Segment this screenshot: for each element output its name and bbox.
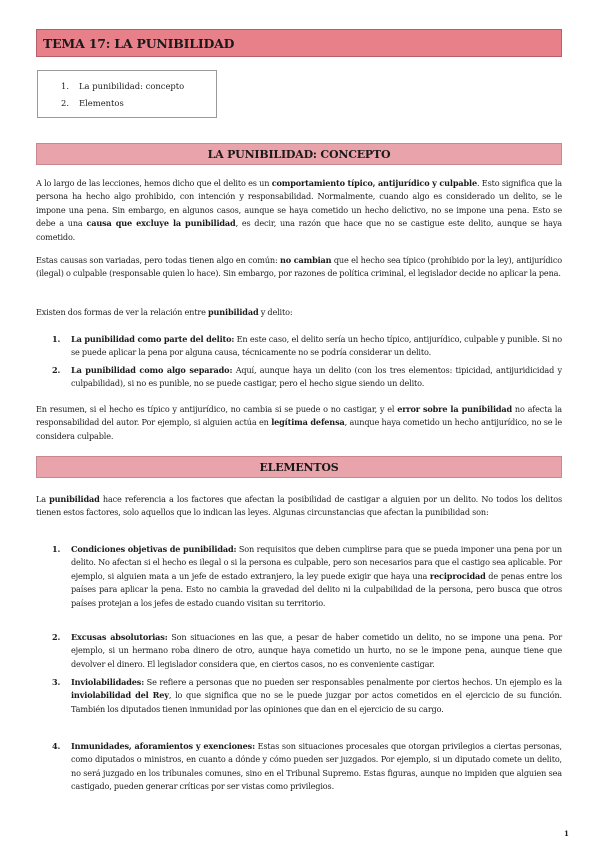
list-item-text xyxy=(71,631,562,671)
text: Aquí, aunque haya un delito (con los tres elementos: tipicidad, antijuridicidad y culpabilidad), si no es punible, no se puede castigar, pero el hecho sigue siendo un delito. xyxy=(71,365,562,389)
paragraph xyxy=(36,177,562,244)
text: de penas entre los países para aplicar la pena. Esto no cambia la gravedad del delito ni la culpabilidad de la persona, pero busca que otros países protejan a los jefes de estado cuando visitan su territorio. xyxy=(71,570,563,608)
text: , lo que significa que no se le puede juzgar por actos cometidos en el ejercicio de su función. También los diputados tienen inmunidad por las opiniones que dan en el ejercicio de su cargo. xyxy=(71,690,562,714)
bold-text: no cambian xyxy=(280,255,332,265)
toc-item-label: La punibilidad: concepto xyxy=(79,80,185,91)
list-item-text xyxy=(71,333,562,360)
paragraph xyxy=(36,403,562,443)
toc-item xyxy=(38,77,216,94)
text: no afecta la responsabilidad del autor. Por ejemplo, si alguien actúa en xyxy=(36,404,562,428)
toc-item-number: 1. xyxy=(61,80,69,91)
list-item-number: 3. xyxy=(52,677,61,687)
text: Estas causas son variadas, pero todas tienen algo en común: xyxy=(36,255,281,265)
list-item xyxy=(52,631,562,671)
list-item xyxy=(52,676,562,716)
list-item xyxy=(52,740,562,794)
list-item xyxy=(52,364,562,391)
list-item-text xyxy=(71,364,562,391)
bold-text: Excusas absolutorias: xyxy=(71,632,168,642)
page-number: 1 xyxy=(564,829,569,838)
toc-item-number: 2. xyxy=(61,97,69,108)
text: Son situaciones en las que, a pesar de haber cometido un delito, no se impone una pena. Por ejemplo, si un hermano roba dinero de otro, aunque haya cometido un hurto, no se le impone pena, aunque tiene que devolver el dinero. El legislador considera que, en ciertos casos, no es conveniente castigar. xyxy=(71,632,562,669)
text: . Esto significa que la persona ha hecho algo prohibido, con intención y responsabilidad. Normalmente, cuando algo es considerado un delito, se le impone una pena. Sin embargo, en algunos casos, aunque se haya cometido un hecho delictivo, no se impone una pena. Esto se debe a una xyxy=(36,178,562,229)
list-item xyxy=(52,543,562,610)
list-item-number: 1. xyxy=(52,334,61,344)
text: Son requisitos que deben cumplirse para que se pueda imponer una pena por un delito. No afectan si el hecho es ilegal o si la persona es culpable, pero son necesarios para que el castigo sea aplicable. Por ejemplo, si alguien mata a un jefe de estado extranjero, la ley puede exigir que haya una xyxy=(71,544,562,581)
bold-text: error sobre la punibilidad xyxy=(397,404,513,414)
bold-text: inviolabilidad del Rey xyxy=(71,690,169,701)
toc-item-label: Elementos xyxy=(79,97,124,108)
bold-text: Inviolabilidades: xyxy=(71,677,145,687)
list-item-number: 4. xyxy=(52,741,61,751)
bold-text: La punibilidad como algo separado: xyxy=(71,365,233,375)
paragraph xyxy=(36,306,562,319)
list-item xyxy=(52,333,562,360)
text: La xyxy=(36,494,50,504)
text: Existen dos formas de ver la relación entre xyxy=(36,307,208,317)
text: En este caso, el delito sería un hecho típico, antijurídico, culpable y punible. Si no se puede aplicar la pena por alguna causa, técnicamente no se podría considerar un delito. xyxy=(71,334,563,358)
section-heading-elementos xyxy=(36,456,562,478)
section-heading-text: ELEMENTOS xyxy=(259,460,339,474)
text: hace referencia a los factores que afectan la posibilidad de castigar a alguien por un delito. No todos los delitos tienen estos factores, solo aquellos que lo indican las leyes. Algunas circunstancias que afectan la punibilidad son: xyxy=(36,494,562,518)
list-item-number: 2. xyxy=(52,632,61,642)
bold-text: Condiciones objetivas de punibilidad: xyxy=(71,544,237,554)
text: , es decir, una razón que hace que no se castigue este delito, aunque se haya cometido. xyxy=(36,218,562,242)
section-heading-text: LA PUNIBILIDAD: CONCEPTO xyxy=(207,147,391,161)
bold-text: punibilidad xyxy=(207,307,259,317)
table-of-contents xyxy=(37,70,217,118)
paragraph xyxy=(36,493,562,520)
list-item-number: 1. xyxy=(52,544,61,554)
bold-text: causa que excluye la punibilidad xyxy=(86,218,236,229)
bold-text: La punibilidad como parte del delito: xyxy=(71,334,235,344)
text: Se refiere a personas que no pueden ser responsables penalmente por ciertos hechos. Un ejemplo es la xyxy=(144,677,562,687)
text: En resumen, si el hecho es típico y antijurídico, no cambia si se puede o no castigar, y el xyxy=(36,404,398,414)
paragraph xyxy=(36,254,562,281)
bold-text: legítima defensa xyxy=(271,417,345,428)
bold-text: reciprocidad xyxy=(429,570,486,581)
text: Estas son situaciones procesales que otorgan privilegios a ciertas personas, como diputados o ministros, en cuanto a dónde y cómo pueden ser juzgados. Por ejemplo, si un diputado comete un delito, no será juzgado en los tribunales comunes, sino en el Tribunal Supremo. Estas figuras, aunque no impiden que alguien sea castigado, pueden generar críticas por ser vistas como privilegios. xyxy=(71,741,562,792)
list-item-text xyxy=(71,676,562,716)
text: A lo largo de las lecciones, hemos dicho que el delito es un xyxy=(36,178,272,188)
bold-text: comportamiento típico, antijurídico y culpable xyxy=(271,178,477,188)
toc-item xyxy=(38,94,216,111)
page-title xyxy=(36,29,562,57)
text: , aunque haya cometido un hecho antijurídico, no se le considera culpable. xyxy=(36,417,562,441)
text: que el hecho sea típico (prohibido por la ley), antijurídico (ilegal) o culpable (responsable quien lo hace). Sin embargo, por razones de política criminal, el legislador decide no aplicar la pena. xyxy=(36,255,562,279)
page-title-text: TEMA 17: LA PUNIBILIDAD xyxy=(43,35,235,51)
text: y delito: xyxy=(258,307,293,317)
bold-text: punibilidad xyxy=(49,494,100,504)
list-item-text xyxy=(71,740,562,794)
bold-text: Inmunidades, aforamientos y exenciones: xyxy=(71,741,255,751)
list-item-number: 2. xyxy=(52,365,61,375)
list-item-text xyxy=(71,543,562,610)
section-heading-concepto xyxy=(36,143,562,165)
